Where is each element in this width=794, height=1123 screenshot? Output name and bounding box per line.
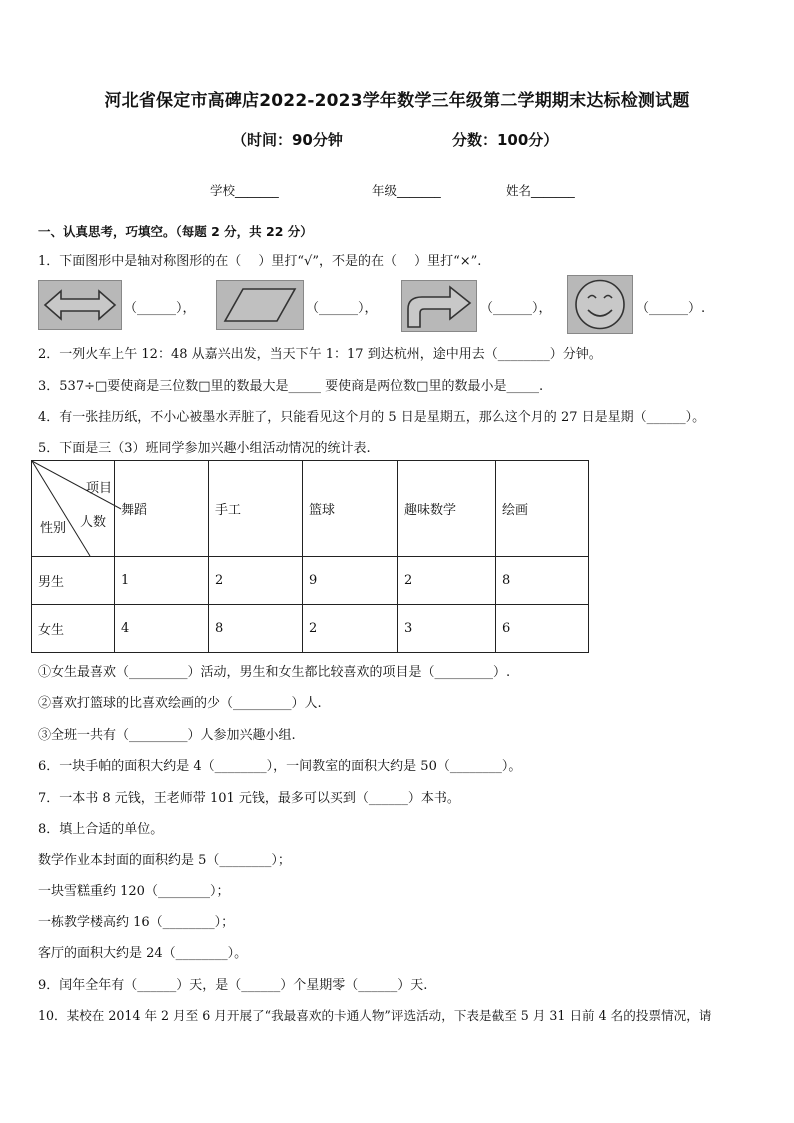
- table-cell: 8: [209, 605, 303, 653]
- question-8: 8．填上合适的单位。: [38, 822, 164, 837]
- col-header: 舞蹈: [115, 461, 209, 557]
- table-cell: 2: [303, 605, 398, 653]
- table-cell: 2: [398, 557, 496, 605]
- corner-count: 人数: [80, 515, 107, 530]
- table-cell: 2: [209, 557, 303, 605]
- parallelogram-icon: [216, 280, 304, 330]
- blank-4[interactable]: （______）.: [636, 301, 706, 316]
- col-header: 趣味数学: [398, 461, 496, 557]
- question-6: 6．一块手帕的面积大约是 4（________），一间教室的面积大约是 50（________）。: [38, 759, 522, 774]
- double-arrow-icon: [38, 280, 122, 330]
- exam-score: 分数：100分）: [452, 131, 559, 149]
- question-3: 3．537÷□要使商是三位数□里的数最大是_____ 要使商是两位数□里的数最小是_____.: [38, 379, 544, 394]
- row-label: 女生: [32, 605, 115, 653]
- question-10: 10．某校在 2014 年 2 月至 6 月开展了“我最喜欢的卡通人物”评选活动，下表是截至 5 月 31 日前 4 名的投票情况，请: [38, 1008, 712, 1023]
- table-cell: 9: [303, 557, 398, 605]
- question-8a: 数学作业本封面的面积约是 5（________）；: [38, 853, 291, 868]
- question-5-sub1: ①女生最喜欢（_________）活动，男生和女生都比较喜欢的项目是（_________）.: [38, 665, 511, 680]
- table-row: [32, 605, 589, 653]
- question-5-sub2: ②喜欢打篮球的比喜欢绘画的少（_________）人.: [38, 696, 322, 711]
- stats-table: [31, 460, 589, 653]
- question-2: 2．一列火车上午 12：48 从嘉兴出发，当天下午 1：17 到达杭州，途中用去（________）分钟。: [38, 347, 602, 362]
- question-4: 4．有一张挂历纸，不小心被墨水弄脏了，只能看见这个月的 5 日是星期五，那么这个月的 27 日是星期（______）。: [38, 410, 706, 425]
- smiley-face-icon: [567, 275, 633, 334]
- grade-field: 年级_______: [372, 183, 441, 198]
- curved-arrow-icon: [401, 280, 477, 332]
- table-cell: 4: [115, 605, 209, 653]
- table-row: [32, 557, 589, 605]
- row-label: 男生: [32, 557, 115, 605]
- question-5: 5．下面是三（3）班同学参加兴趣小组活动情况的统计表.: [38, 441, 371, 456]
- page-title: 河北省保定市高碑店2022-2023学年数学三年级第二学期期末达标检测试题: [104, 91, 690, 111]
- table-cell: 8: [496, 557, 589, 605]
- question-8c: 一栋教学楼高约 16（________）；: [38, 915, 235, 930]
- blank-1[interactable]: （______），: [124, 301, 196, 316]
- table-cell: 1: [115, 557, 209, 605]
- section-heading: 一、认真思考，巧填空。（每题 2 分，共 22 分）: [38, 224, 313, 239]
- table-corner: [32, 461, 115, 557]
- col-header: 手工: [209, 461, 303, 557]
- table-cell: 3: [398, 605, 496, 653]
- table-cell: 6: [496, 605, 589, 653]
- exam-time: （时间：90分钟: [232, 131, 343, 149]
- col-header: 绘画: [496, 461, 589, 557]
- question-5-sub3: ③全班一共有（_________）人参加兴趣小组.: [38, 728, 296, 743]
- blank-3[interactable]: （______），: [480, 301, 552, 316]
- school-field: 学校_______: [210, 183, 279, 198]
- blank-2[interactable]: （______），: [306, 301, 378, 316]
- corner-gender: 性别: [40, 521, 67, 536]
- question-8d: 客厅的面积大约是 24（________）。: [38, 946, 248, 961]
- question-7: 7．一本书 8 元钱，王老师带 101 元钱，最多可以买到（______）本书。: [38, 791, 460, 806]
- question-8b: 一块雪糕重约 120（________）；: [38, 884, 230, 899]
- corner-item: 项目: [86, 481, 113, 496]
- col-header: 篮球: [303, 461, 398, 557]
- question-9: 9．闰年全年有（______）天，是（______）个星期零（______）天.: [38, 978, 428, 993]
- name-field: 姓名_______: [506, 183, 575, 198]
- question-1: 1．下面图形中是轴对称图形的在（ ）里打“√”，不是的在（ ）里打“×”.: [38, 254, 482, 269]
